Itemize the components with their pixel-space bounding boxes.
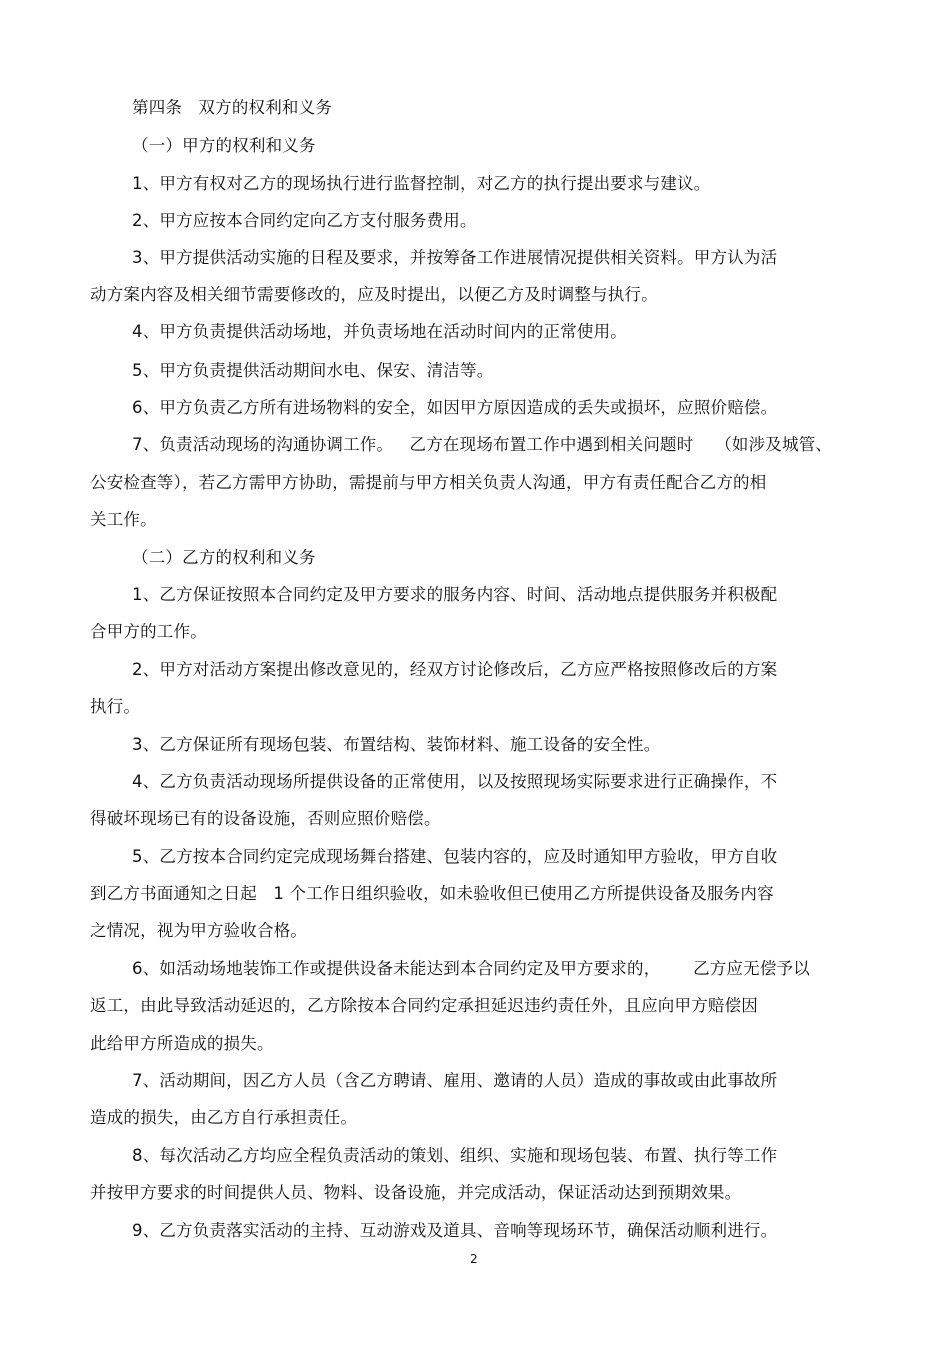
section-b-item-5-line-3: 之情况，视为甲方验收合格。 [90,921,308,940]
section-b-item-5-line-1: 5、乙方按本合同约定完成现场舞台搭建、包装内容的，应及时通知甲方验收，甲方自收 [132,847,778,866]
section-a-item-6: 6、甲方负责乙方所有进场物料的安全，如因甲方原因造成的丢失或损坏，应照价赔偿。 [132,398,778,417]
section-b-item-1-line-1: 1、乙方保证按照本合同约定及甲方要求的服务内容、时间、活动地点提供服务并积极配 [132,585,778,604]
section-b-item-4-line-1: 4、乙方负责活动现场所提供设备的正常使用，以及按照现场实际要求进行正确操作，不 [132,772,778,791]
section-b-item-1-line-2: 合甲方的工作。 [90,622,207,641]
section-b-item-6-line-2: 返工，由此导致活动延迟的，乙方除按本合同约定承担延迟违约责任外，且应向甲方赔偿因 [90,996,758,1015]
section-b-item-4-line-2: 得破坏现场已有的设备设施，否则应照价赔偿。 [90,809,441,828]
section-b-item-7-line-1: 7、活动期间，因乙方人员（含乙方聘请、雇用、邀请的人员）造成的事故或由此事故所 [132,1071,778,1090]
section-a-item-3-line-1: 3、甲方提供活动实施的日程及要求，并按筹备工作进展情况提供相关资料。甲方认为活 [132,248,778,267]
section-b-item-2-line-1: 2、甲方对活动方案提出修改意见的，经双方讨论修改后，乙方应严格按照修改后的方案 [132,660,778,679]
section-b-item-9: 9、乙方负责落实活动的主持、互动游戏及道具、音响等现场环节，确保活动顺利进行。 [132,1221,778,1240]
section-b-heading: （二）乙方的权利和义务 [132,548,316,567]
section-b-item-6-line-3: 此给甲方所造成的损失。 [90,1034,274,1053]
section-b-item-8-line-2: 并按甲方要求的时间提供人员、物料、设备设施，并完成活动，保证活动达到预期效果。 [90,1183,742,1202]
section-a-item-4: 4、甲方负责提供活动场地，并负责场地在活动时间内的正常使用。 [132,322,627,341]
section-a-item-1: 1、甲方有权对乙方的现场执行进行监督控制，对乙方的执行提出要求与建议。 [132,174,711,193]
section-b-item-8-line-1: 8、每次活动乙方均应全程负责活动的策划、组织、实施和现场包装、布置、执行等工作 [132,1146,778,1165]
section-a-item-7-line-3: 关工作。 [90,510,157,529]
section-a-item-2: 2、甲方应按本合同约定向乙方支付服务费用。 [132,211,477,230]
section-a-heading: （一）甲方的权利和义务 [132,136,316,155]
article-title: 第四条 双方的权利和义务 [132,98,333,117]
section-b-item-2-line-2: 执行。 [90,697,141,716]
section-a-item-7-line-1: 7、负责活动现场的沟通协调工作。 乙方在现场布置工作中遇到相关问题时 （如涉及城管、 [132,435,833,454]
section-b-item-7-line-2: 造成的损失，由乙方自行承担责任。 [90,1108,358,1127]
section-b-item-6-line-1: 6、如活动场地装饰工作或提供设备未能达到本合同约定及甲方要求的， 乙方应无偿予以 [132,959,810,978]
section-a-item-7-line-2: 公安检查等），若乙方需甲方协助，需提前与甲方相关负责人沟通，甲方有责任配合乙方的相 [90,473,767,492]
section-a-item-3-line-2: 动方案内容及相关细节需要修改的，应及时提出，以便乙方及时调整与执行。 [90,285,658,304]
section-b-item-5-line-2: 到乙方书面通知之日起 1 个工作日组织验收，如未验收但已使用乙方所提供设备及服务内容 [90,884,774,903]
section-b-item-3: 3、乙方保证所有现场包装、布置结构、装饰材料、施工设备的安全性。 [132,735,661,754]
page-number: 2 [470,1252,478,1266]
section-a-item-5: 5、甲方负责提供活动期间水电、保安、清洁等。 [132,361,494,380]
